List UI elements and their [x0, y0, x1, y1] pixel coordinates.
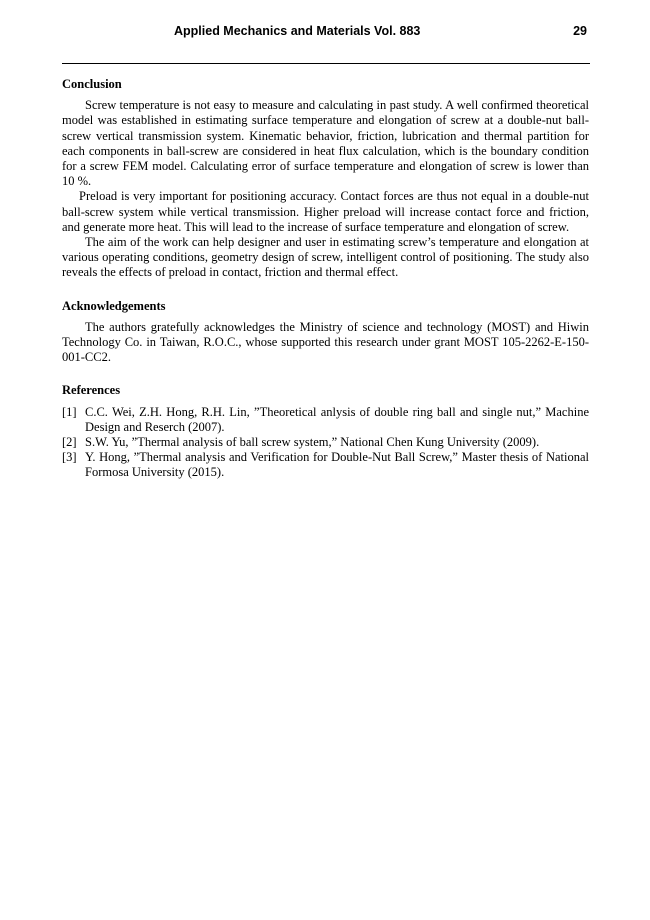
- reference-number: [3]: [62, 450, 77, 465]
- conclusion-paragraph: The aim of the work can help designer and user in estimating screw’s temperature and elongation at various operating conditions, geometry design of screw, intelligent control of positioning. The study also reveals the effects of preload in contact, friction and thermal effect.: [62, 235, 589, 280]
- header-rule: [62, 63, 590, 64]
- reference-text: C.C. Wei, Z.H. Hong, R.H. Lin, ”Theoretical anlysis of double ring ball and single nut,” Machine Design and Reserch (2007).: [85, 404, 589, 434]
- acknowledgements-heading: Acknowledgements: [62, 298, 166, 313]
- references-heading: References: [62, 383, 121, 398]
- reference-number: [1]: [62, 404, 77, 419]
- acknowledgements-section: [62, 299, 589, 366]
- conclusion-section: [62, 77, 589, 281]
- page-number: 29: [573, 24, 587, 38]
- reference-text: Y. Hong, ”Thermal analysis and Verification for Double-Nut Ball Screw,” Master thesis of National Formosa University (2015).: [85, 450, 589, 480]
- acknowledgements-text: The authors gratefully acknowledges the Ministry of science and technology (MOST) and Hiwin Technology Co. in Taiwan, R.O.C., whose supported this research under grant MOST 105-2262-E-150-001-CC2.: [62, 319, 589, 365]
- page-header: [62, 24, 589, 42]
- page-body: [62, 77, 589, 499]
- reference-item: [62, 450, 589, 480]
- conclusion-heading: Conclusion: [62, 77, 122, 91]
- conclusion-paragraph: Preload is very important for positioning accuracy. Contact forces are thus not equal in a double-nut ball-screw system while vertical transmission. Higher preload will increase contact force and friction, and generate more heat. This will lead to the increase of surface temperature and elongation of screw.: [62, 189, 589, 234]
- reference-number: [2]: [62, 435, 77, 450]
- reference-item: [62, 435, 589, 450]
- reference-item: [62, 405, 589, 435]
- references-section: [62, 383, 589, 480]
- conclusion-paragraph: Screw temperature is not easy to measure and calculating in past study. A well confirmed theoretical model was established in estimating surface temperature and elongation of screw at a double-nut ball-screw vertical transmission system. Kinematic behavior, friction, lubrication and thermal partition for each components in ball-screw are considered in heat flux calculation, which is the boundary condition for a screw FEM model. Calculating error of surface temperature and elongation of screw is lower than 10 %.: [62, 98, 589, 189]
- reference-list: [62, 405, 589, 481]
- reference-text: S.W. Yu, ”Thermal analysis of ball screw system,” National Chen Kung University (2009).: [85, 435, 540, 450]
- journal-title: Applied Mechanics and Materials Vol. 883: [174, 24, 421, 38]
